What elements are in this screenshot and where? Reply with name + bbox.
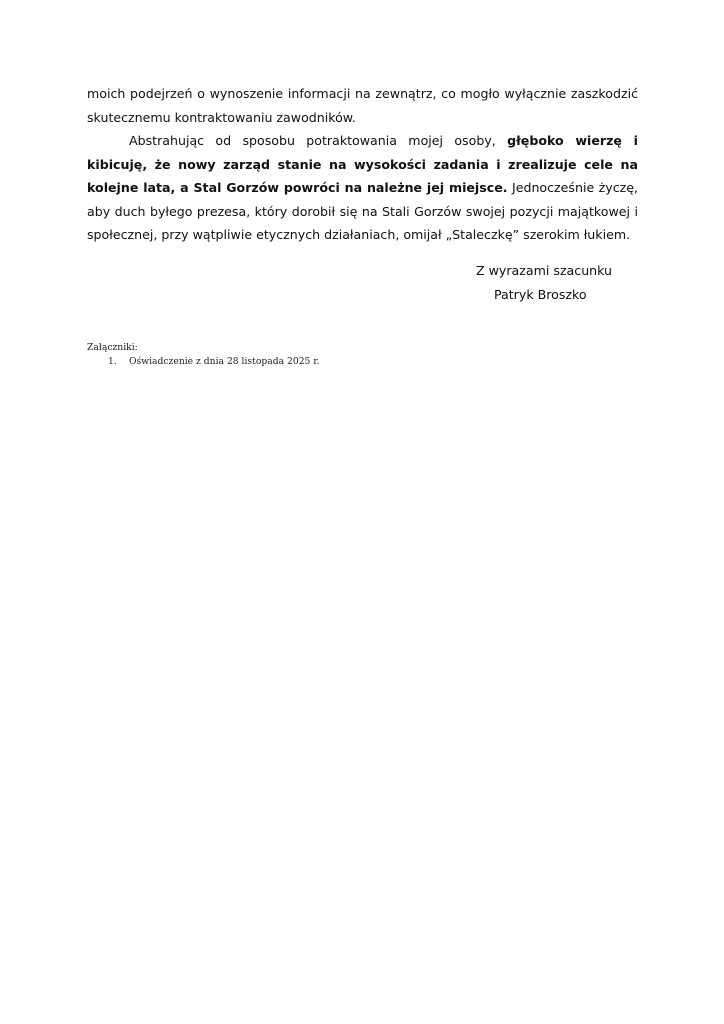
attachments-section xyxy=(87,341,320,369)
letter-body xyxy=(87,82,638,247)
paragraph-1: moich podejrzeń o wynoszenie informacji na zewnątrz, co mogło wyłącznie zaszkodzić skutecznemu kontraktowaniu zawodników. xyxy=(87,86,638,125)
closing-salutation: Z wyrazami szacunku xyxy=(476,263,613,278)
attachment-item xyxy=(87,355,320,369)
paragraph-2-rest: Jednocześnie życzę, aby duch byłego prezesa, który dorobił się na Stali Gorzów swojej pozycji majątkowej i społecznej, przy wątpliwie etycznych działaniach, omijał „Staleczkę” szerokim łukiem. xyxy=(87,180,638,242)
attachments-heading: Załączniki: xyxy=(87,342,138,353)
attachment-item-text: Oświadczenie z dnia 28 listopada 2025 r. xyxy=(129,356,320,367)
attachment-item-number: 1. xyxy=(108,356,117,367)
paragraph-2-bold-statement: głęboko wierzę i kibicuję, że nowy zarząd stanie na wysokości zadania i zrealizuje cele na kolejne lata, a Stal Gorzów powróci na należne jej miejsce. xyxy=(87,133,639,195)
letter-closing xyxy=(476,259,612,306)
signature-name: Patryk Broszko xyxy=(494,286,587,302)
paragraph-2 xyxy=(87,129,638,247)
paragraph-2-intro: Abstrahując od sposobu potraktowania mojej osoby, xyxy=(129,133,508,148)
